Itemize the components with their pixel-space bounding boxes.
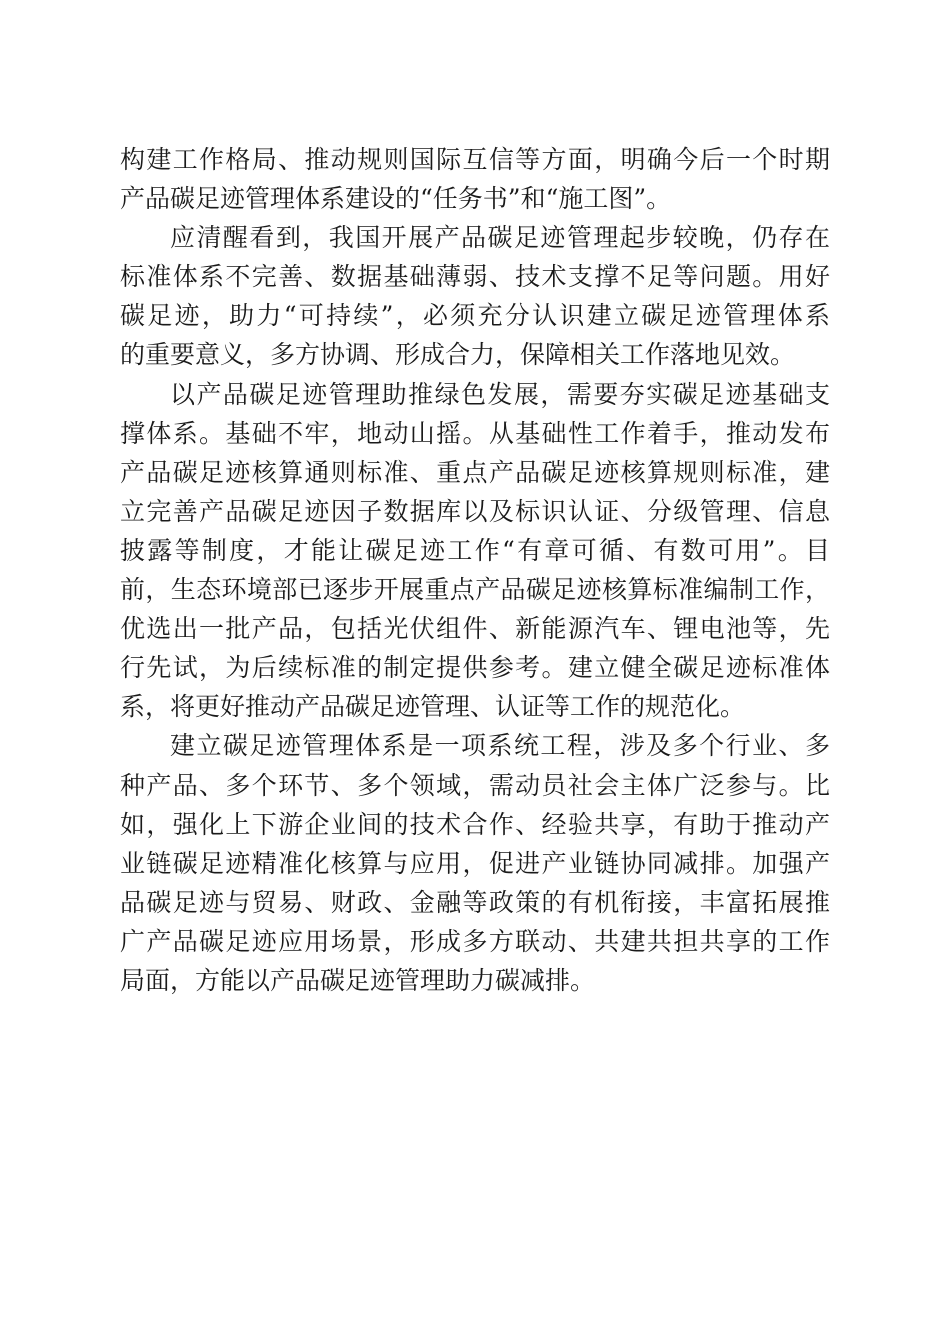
text-line: 构建工作格局、推动规则国际互信等方面，明确今后一个时期 bbox=[120, 145, 830, 174]
text-line: 优选出一批产品，包括光伏组件、新能源汽车、锂电池等，先 bbox=[120, 614, 830, 644]
paragraph bbox=[120, 375, 830, 727]
paragraph bbox=[120, 726, 830, 1000]
text-line: 行先试，为后续标准的制定提供参考。建立健全碳足迹标准体 bbox=[120, 653, 830, 683]
text-line: 品碳足迹与贸易、财政、金融等政策的有机衔接，丰富拓展推 bbox=[120, 887, 830, 917]
paragraph bbox=[120, 218, 830, 374]
text-line: 应清醒看到，我国开展产品碳足迹管理起步较晚，仍存在 bbox=[170, 223, 830, 253]
paragraph bbox=[120, 140, 830, 218]
text-line: 如，强化上下游企业间的技术合作、经验共享，有助于推动产 bbox=[120, 809, 830, 839]
text-line: 产品碳足迹管理体系建设的“任务书”和“施工图”。 bbox=[120, 184, 672, 214]
text-line: 业链碳足迹精准化核算与应用，促进产业链协同减排。加强产 bbox=[120, 848, 830, 878]
document-body bbox=[120, 140, 830, 1000]
text-line: 系，将更好推动产品碳足迹管理、认证等工作的规范化。 bbox=[120, 692, 746, 722]
text-line: 产品碳足迹核算通则标准、重点产品碳足迹核算规则标准，建 bbox=[120, 457, 830, 487]
text-line: 的重要意义，多方协调、形成合力，保障相关工作落地见效。 bbox=[120, 340, 796, 370]
text-line: 前，生态环境部已逐步开展重点产品碳足迹核算标准编制工作， bbox=[120, 575, 830, 605]
text-line: 撑体系。基础不牢，地动山摇。从基础性工作着手，推动发布 bbox=[120, 418, 830, 448]
text-line: 碳足迹，助力“可持续”，必须充分认识建立碳足迹管理体系 bbox=[120, 301, 830, 331]
text-line: 披露等制度，才能让碳足迹工作“有章可循、有数可用”。目 bbox=[120, 535, 830, 565]
text-line: 局面，方能以产品碳足迹管理助力碳减排。 bbox=[120, 965, 596, 995]
text-line: 立完善产品碳足迹因子数据库以及标识认证、分级管理、信息 bbox=[120, 496, 830, 526]
text-line: 广产品碳足迹应用场景，形成多方联动、共建共担共享的工作 bbox=[120, 926, 830, 956]
text-line: 建立碳足迹管理体系是一项系统工程，涉及多个行业、多 bbox=[170, 731, 830, 761]
text-line: 标准体系不完善、数据基础薄弱、技术支撑不足等问题。用好 bbox=[120, 262, 830, 292]
text-line: 以产品碳足迹管理助推绿色发展，需要夯实碳足迹基础支 bbox=[170, 379, 830, 409]
text-line: 种产品、多个环节、多个领域，需动员社会主体广泛参与。比 bbox=[120, 770, 830, 800]
